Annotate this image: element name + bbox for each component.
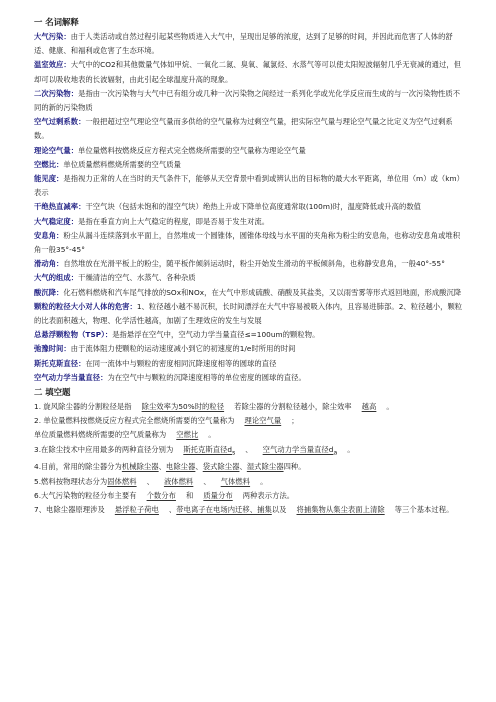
definition-term: 弛豫时间： bbox=[34, 344, 71, 354]
definition-list bbox=[34, 30, 466, 385]
definition-term: 温室效应： bbox=[34, 60, 71, 70]
q4-blank-2: 电除尘器 bbox=[165, 462, 196, 472]
question-1: 1. 旋风除尘器的分割粒径是指 除尘效率为50%时的粒径 若除尘器的分割粒径越小，除尘效率 越高 。 bbox=[34, 402, 394, 412]
definition-entry bbox=[34, 58, 466, 86]
definition-entry bbox=[34, 144, 466, 158]
question-5: 5.燃料按物理状态分为固体燃料 、 液体燃料 、 气体燃料 。 bbox=[34, 476, 268, 486]
definition-term: 空气动力学当量直径： bbox=[34, 372, 108, 382]
q5-blank-1: 固体燃料 bbox=[107, 476, 137, 486]
question-4: 4.目前，常用的除尘器分为机械除尘器、电除尘器、袋式除尘器、湿式除尘器四种。 bbox=[34, 462, 306, 472]
definition-entry bbox=[34, 215, 466, 229]
definition-text: 是指悬浮在空气中，空气动力学当量直径≤=100um的颗粒物。 bbox=[112, 330, 320, 340]
definition-term: 空燃比： bbox=[34, 159, 64, 169]
definition-entry bbox=[34, 172, 466, 200]
q1-blank-1: 除尘效率为50%时的粒径 bbox=[141, 402, 225, 412]
definition-entry bbox=[34, 300, 466, 328]
q2-blank-2: 空燃比 bbox=[176, 430, 199, 440]
q5-blank-2: 液体燃料 bbox=[163, 476, 194, 486]
definition-entry bbox=[34, 30, 466, 58]
q4-blank-3: 袋式除尘器 bbox=[202, 462, 240, 472]
q7-blank-3: 将捕集物从集尘表面上清除 bbox=[296, 504, 385, 514]
section-title-fill-in: 二 填空题 bbox=[34, 387, 71, 398]
definition-term: 颗粒的粒径大小对人体的危害： bbox=[34, 301, 137, 311]
definition-text: 1、粒径越小越不易沉积，长时间漂浮在大气中容易被吸入体内，且容易进肺部。2、粒径越小，颗粒的比表面积越大，物理、化学活性越高，加剧了生理效应的发生与发展 bbox=[34, 301, 463, 326]
question-2: 2. 单位量燃料按燃烧反应方程式完全燃烧所需要的空气量称为 理论空气量 ； 单位质量燃料燃烧所需要的空气质量称为 空燃比 。 bbox=[34, 416, 299, 440]
definition-text: 干空气块（包括未饱和的湿空气块）绝热上升或下降单位高度通常取(100m)时，温度降低或升高的数值 bbox=[85, 202, 422, 212]
q1-text-2: 若除尘器的分割粒径越小，除尘效率 bbox=[234, 402, 352, 412]
definition-entry bbox=[34, 158, 466, 172]
definition-term: 总悬浮颗粒物（TSP）： bbox=[34, 330, 113, 340]
definition-text: 在同一流体中与颗粒的密度相同沉降速度相等的圆球的直径 bbox=[85, 358, 277, 368]
definition-term: 空气过剩系数： bbox=[34, 117, 86, 127]
definition-term: 大气污染： bbox=[34, 32, 71, 41]
definition-entry bbox=[34, 87, 466, 115]
q1-blank-2: 越高 bbox=[361, 402, 377, 412]
q4-blank-1: 机械除尘器 bbox=[121, 462, 159, 472]
q4-blank-4: 湿式除尘器 bbox=[246, 462, 284, 472]
definition-text: 是指由一次污染物与大气中已有组分或几种一次污染物之间经过一系列化学或光化学反应而生成的与一次污染物性质不同的新的污染物质 bbox=[34, 88, 461, 113]
definition-entry bbox=[34, 115, 466, 143]
definition-entry bbox=[34, 357, 466, 371]
definition-text: 自然堆放在光滑平板上的粉尘，随平板作倾斜运动时，粉尘开始发生滑动的平板倾斜角，也称静安息角，一般40°-55° bbox=[63, 259, 445, 269]
question-3: 3.在除尘技术中应用最多的两种直径分别为 斯托克斯直径$d_s$ 、 空气动力学当量直径$d_a$ 。 bbox=[34, 444, 355, 457]
q6-blank-1: 个数分布 bbox=[146, 490, 176, 500]
definition-text: 单位质量燃料燃烧所需要的空气质量 bbox=[63, 159, 181, 169]
q6-blank-2: 质量分布 bbox=[203, 490, 233, 500]
definition-term: 大气稳定度： bbox=[34, 216, 79, 226]
definition-text: 化石燃料燃烧和汽车尾气排放的SOx和NOx，在大气中形成硫酸、硝酸及其盐类，又以雨雪雾等形式返回地面，形成酸沉降 bbox=[63, 287, 462, 297]
definition-term: 干绝热直减率： bbox=[34, 202, 86, 212]
q7-blank-1: 悬浮粒子荷电 bbox=[114, 504, 159, 514]
definition-term: 理论空气量： bbox=[34, 145, 79, 155]
definition-text: 为在空气中与颗粒的沉降速度相等的单位密度的圆球的直径。 bbox=[107, 372, 306, 382]
definition-entry bbox=[34, 257, 466, 271]
definition-entry bbox=[34, 229, 466, 257]
definition-entry bbox=[34, 286, 466, 300]
definition-entry bbox=[34, 328, 466, 342]
definition-term: 二次污染物： bbox=[34, 88, 79, 98]
q1-text: 1. 旋风除尘器的分割粒径是指 bbox=[34, 402, 132, 412]
definition-term: 安息角： bbox=[34, 230, 64, 240]
definition-term: 滑动角： bbox=[34, 259, 64, 269]
q5-blank-3: 气体燃料 bbox=[220, 476, 251, 486]
definition-text: 干燥清洁的空气、水蒸气、各种杂质 bbox=[78, 273, 196, 283]
definition-term: 能见度： bbox=[34, 174, 64, 184]
definition-entry bbox=[34, 371, 466, 385]
definition-text: 是指在垂直方向上大气稳定的程度，即是否易于发生对流。 bbox=[78, 216, 270, 226]
definition-text: 单位量燃料按燃烧反应方程式完全燃烧所需要的空气量称为理论空气量 bbox=[78, 145, 306, 155]
q7-blank-2: 带电离子在电场内迁移、捕集 bbox=[176, 504, 272, 514]
definition-entry bbox=[34, 271, 466, 285]
section-title-definitions: 一 名词解释 bbox=[34, 17, 79, 27]
definition-term: 酸沉降： bbox=[34, 287, 64, 297]
definition-text: 由于流体阻力使颗粒的运动速度减小到它的初速度的1/e时所用的时间 bbox=[70, 344, 296, 354]
q3-blank-2: 空气动力学当量直径$d_a$ bbox=[262, 444, 338, 457]
definition-text: 由于人类活动或自然过程引起某些物质进入大气中，呈现出足够的浓度，达到了足够的时间，并因此而危害了人体的舒适、健康、和福利或危害了生态环境。 bbox=[34, 32, 453, 56]
definition-text: 大气中的CO2和其他微量气体如甲烷、一氧化二氮、臭氧、氟氯烃、水蒸气等可以使太阳短波辐射几乎无衰减的通过，但却可以吸收地表的长波辐射，由此引起全球温度升高的现象。 bbox=[34, 60, 462, 84]
definition-text: 一般把超过空气理论空气量而多供给的空气量称为过剩空气量，把实际空气量与理论空气量之比定义为空气过剩系数。 bbox=[34, 117, 453, 141]
definition-term: 斯托克斯直径： bbox=[34, 358, 86, 368]
definition-text: 粉尘从漏斗连续落到水平面上，自然堆成一个圆锥体，圆锥体母线与水平面的夹角称为粉尘的安息角，也称动安息角或堆积角一般35°-45° bbox=[34, 230, 461, 255]
question-7: 7、电除尘器原理涉及 悬浮粒子荷电 、带电离子在电场内迁移、捕集以及 将捕集物从集尘表面上清除 等三个基本过程。 bbox=[34, 504, 454, 514]
question-6: 6.大气污染物的粒径分布主要有 个数分布 和 质量分布 两种表示方法。 bbox=[34, 490, 295, 500]
q3-blank-1: 斯托克斯直径$d_s$ bbox=[183, 444, 236, 457]
definition-entry bbox=[34, 200, 466, 214]
definition-entry bbox=[34, 342, 466, 356]
definition-text: 是指视力正常的人在当时的天气条件下，能够从天空背景中看到或辨认出的目标物的最大水平距离，单位用（m）或（km）表示 bbox=[34, 174, 465, 198]
q2-blank-1: 理论空气量 bbox=[244, 416, 282, 426]
definition-term: 大气的组成： bbox=[34, 273, 79, 283]
